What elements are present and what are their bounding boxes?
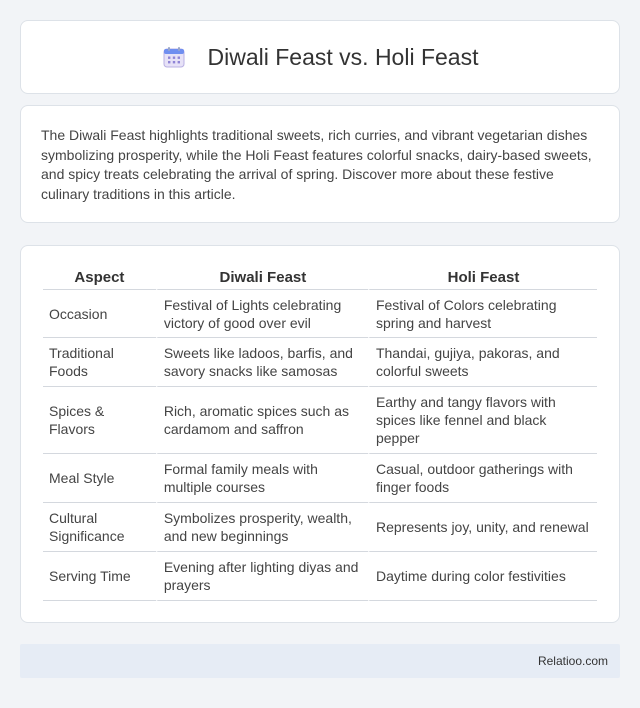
table-row <box>43 290 597 338</box>
aspect-cell: Occasion <box>43 290 156 338</box>
intro-card <box>20 105 620 223</box>
diwali-cell: Symbolizes prosperity, wealth, and new beginnings <box>156 503 368 552</box>
title-row <box>162 44 479 71</box>
table-row <box>43 503 597 552</box>
column-header-diwali: Diwali Feast <box>156 266 368 290</box>
table-row <box>43 552 597 601</box>
comparison-table <box>43 266 597 601</box>
aspect-cell: Traditional Foods <box>43 338 156 387</box>
diwali-cell: Formal family meals with multiple courses <box>156 454 368 503</box>
diwali-cell: Evening after lighting diyas and prayers <box>156 552 368 601</box>
aspect-cell: Meal Style <box>43 454 156 503</box>
column-header-aspect: Aspect <box>43 266 156 290</box>
aspect-cell: Spices & Flavors <box>43 387 156 454</box>
table-row <box>43 387 597 454</box>
comparison-card <box>20 245 620 623</box>
diwali-cell: Sweets like ladoos, barfis, and savory snacks like samosas <box>156 338 368 387</box>
intro-paragraph: The Diwali Feast highlights traditional sweets, rich curries, and vibrant vegetarian dishes symbolizing prosperity, while the Holi Feast features colorful snacks, dairy-based sweets, and spicy treats celebrating the arrival of spring. Discover more about these festive culinary traditions in this article. <box>41 127 592 202</box>
title-card <box>20 20 620 94</box>
page-title: Diwali Feast vs. Holi Feast <box>207 43 479 70</box>
holi-cell: Daytime during color festivities <box>368 552 597 601</box>
table-row <box>43 338 597 387</box>
table-header-row <box>43 266 597 290</box>
diwali-cell: Festival of Lights celebrating victory of good over evil <box>156 290 368 338</box>
table-row <box>43 454 597 503</box>
holi-cell: Earthy and tangy flavors with spices like fennel and black pepper <box>368 387 597 454</box>
holi-cell: Festival of Colors celebrating spring and harvest <box>368 290 597 338</box>
column-header-holi: Holi Feast <box>368 266 597 290</box>
aspect-cell: Serving Time <box>43 552 156 601</box>
footer-bar <box>20 644 620 678</box>
calendar-icon <box>162 45 186 69</box>
aspect-cell: Cultural Significance <box>43 503 156 552</box>
holi-cell: Casual, outdoor gatherings with finger foods <box>368 454 597 503</box>
holi-cell: Thandai, gujiya, pakoras, and colorful sweets <box>368 338 597 387</box>
diwali-cell: Rich, aromatic spices such as cardamom and saffron <box>156 387 368 454</box>
holi-cell: Represents joy, unity, and renewal <box>368 503 597 552</box>
footer-site-label: Relatioo.com <box>537 654 608 668</box>
